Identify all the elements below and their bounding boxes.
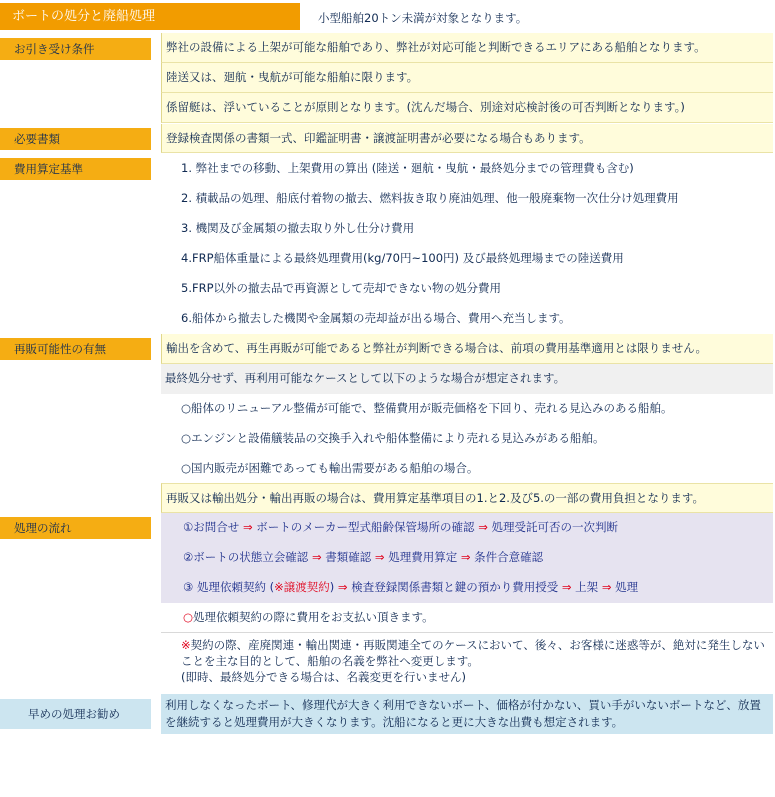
resale-row-3: 再販又は輸出処分・輸出再販の場合は、費用算定基準項目の1.と2.及び5.の一部の費用負担となります。 (161, 483, 773, 513)
acceptance-row-3: 係留艇は、浮いていることが原則となります。(沈んだ場合、別途対応検討後の可否判断となります。) (161, 93, 773, 123)
payment-note (161, 603, 773, 632)
label-cost-basis: 費用算定基準 (0, 158, 151, 180)
resale-case-3: ○国内販売が困難であっても輸出需要がある船舶の場合。 (161, 454, 773, 483)
contract-notice (161, 637, 773, 689)
label-early-disposal: 早めの処理お勧め (0, 699, 151, 729)
flow-step-3 (161, 573, 773, 603)
payment-note-text: 処理依頼契約の際に費用をお支払い頂きます。 (193, 610, 434, 624)
scope-note: 小型船舶20トン未満が対象となります。 (318, 11, 528, 25)
arrow-icon: ⇒ (478, 520, 488, 534)
resale-row-1: 輸出を含めて、再生再販が可能であると弊社が判断できる場合は、前項の費用基準適用とは限りません。 (161, 334, 773, 364)
cost-item-1: 1. 弊社までの移動、上架費用の算出 (陸送・廻航・曳航・最終処分までの管理費も含む) (161, 154, 773, 184)
flow-step-2-d: 条件合意確認 (474, 550, 544, 564)
flow-step-2-a: ②ボートの状態立会確認 (183, 550, 309, 564)
arrow-icon: ⇒ (311, 550, 322, 564)
cost-item-5: 5.FRP以外の撤去品で再資源として売却できない物の処分費用 (161, 274, 773, 304)
arrow-icon: ⇒ (460, 550, 471, 564)
cost-item-6: 6.船体から撤去した機関や金属類の売却益が出る場合、費用へ充当します。 (161, 304, 773, 333)
label-process-flow: 処理の流れ (0, 517, 151, 539)
early-disposal-text: 利用しなくなったボート、修理代が大きく利用できないボート、価格が付かない、買い手がいないボートなど、放置を継続すると処理費用が大きくなります。沈船になると更に大きな出費も想定されます。 (161, 694, 773, 734)
flow-step-1 (161, 513, 773, 543)
flow-step-2-c: 処理費用算定 (388, 550, 458, 564)
circle-icon: ○ (183, 610, 194, 624)
arrow-icon: ⇒ (601, 580, 612, 594)
cost-item-4: 4.FRP船体重量による最終処理費用(kg/70円~100円) 及び最終処理場までの陸送費用 (161, 244, 773, 274)
divider (161, 632, 773, 633)
documents-row: 登録検査関係の書類一式、印鑑証明書・譲渡証明書が必要になる場合もあります。 (161, 124, 773, 153)
flow-step-1-a: ①お問合せ (183, 520, 240, 534)
flow-step-2 (161, 543, 773, 573)
arrow-icon: ⇒ (561, 580, 572, 594)
acceptance-row-1: 弊社の設備による上架が可能な船舶であり、弊社が対応可能と判断できるエリアにある船舶となります。 (161, 33, 773, 63)
acceptance-row-2: 陸送又は、廻航・曳航が可能な船舶に限ります。 (161, 63, 773, 93)
page-title: ボートの処分と廃船処理 (0, 3, 300, 30)
flow-step-3-note: ※譲渡契約 (274, 580, 330, 594)
cost-item-2: 2. 積載品の処理、船底付着物の撤去、燃料抜き取り廃油処理、他一般廃棄物一次仕分け処理費用 (161, 184, 773, 214)
resale-case-1: ○船体のリニューアル整備が可能で、整備費用が販売価格を下回り、売れる見込みのある船舶。 (161, 394, 773, 424)
arrow-icon: ⇒ (374, 550, 385, 564)
cost-item-3: 3. 機関及び金属類の撤去取り外し仕分け費用 (161, 214, 773, 244)
label-required-documents: 必要書類 (0, 128, 151, 150)
label-acceptance-conditions: お引き受け条件 (0, 38, 151, 60)
flow-step-2-b: 書類確認 (325, 550, 372, 564)
arrow-icon: ⇒ (242, 520, 253, 534)
resale-row-2: 最終処分せず、再利用可能なケースとして以下のような場合が想定されます。 (161, 364, 773, 394)
flow-step-3-a: ③ 処理依頼契約 ( (183, 580, 275, 594)
arrow-icon: ⇒ (337, 580, 348, 594)
notice-mark-icon: ※ (181, 638, 191, 652)
contract-notice-tail: (即時、最終処分できる場合は、名義変更を行いません) (181, 670, 466, 684)
flow-step-1-b: ボートのメーカー型式船齢保管場所の確認 (256, 520, 475, 534)
flow-step-3-close: ) (329, 580, 335, 594)
flow-step-3-c: 上架 (575, 580, 599, 594)
flow-step-1-c: 処理受託可否の一次判断 (491, 520, 618, 534)
label-resale-possibility: 再販可能性の有無 (0, 338, 151, 360)
contract-notice-body: 契約の際、産廃関連・輸出関連・再販関連全てのケースにおいて、後々、お客様に迷惑等が、絶対に発生しないことを主な目的として、船舶の名義を弊社へ変更します。 (181, 638, 765, 668)
flow-step-3-b: 検査登録関係書類と鍵の預かり費用授受 (351, 580, 559, 594)
flow-step-3-d: 処理 (615, 580, 639, 594)
resale-case-2: ○エンジンと設備艤装品の交換手入れや船体整備により売れる見込みがある船舶。 (161, 424, 773, 454)
